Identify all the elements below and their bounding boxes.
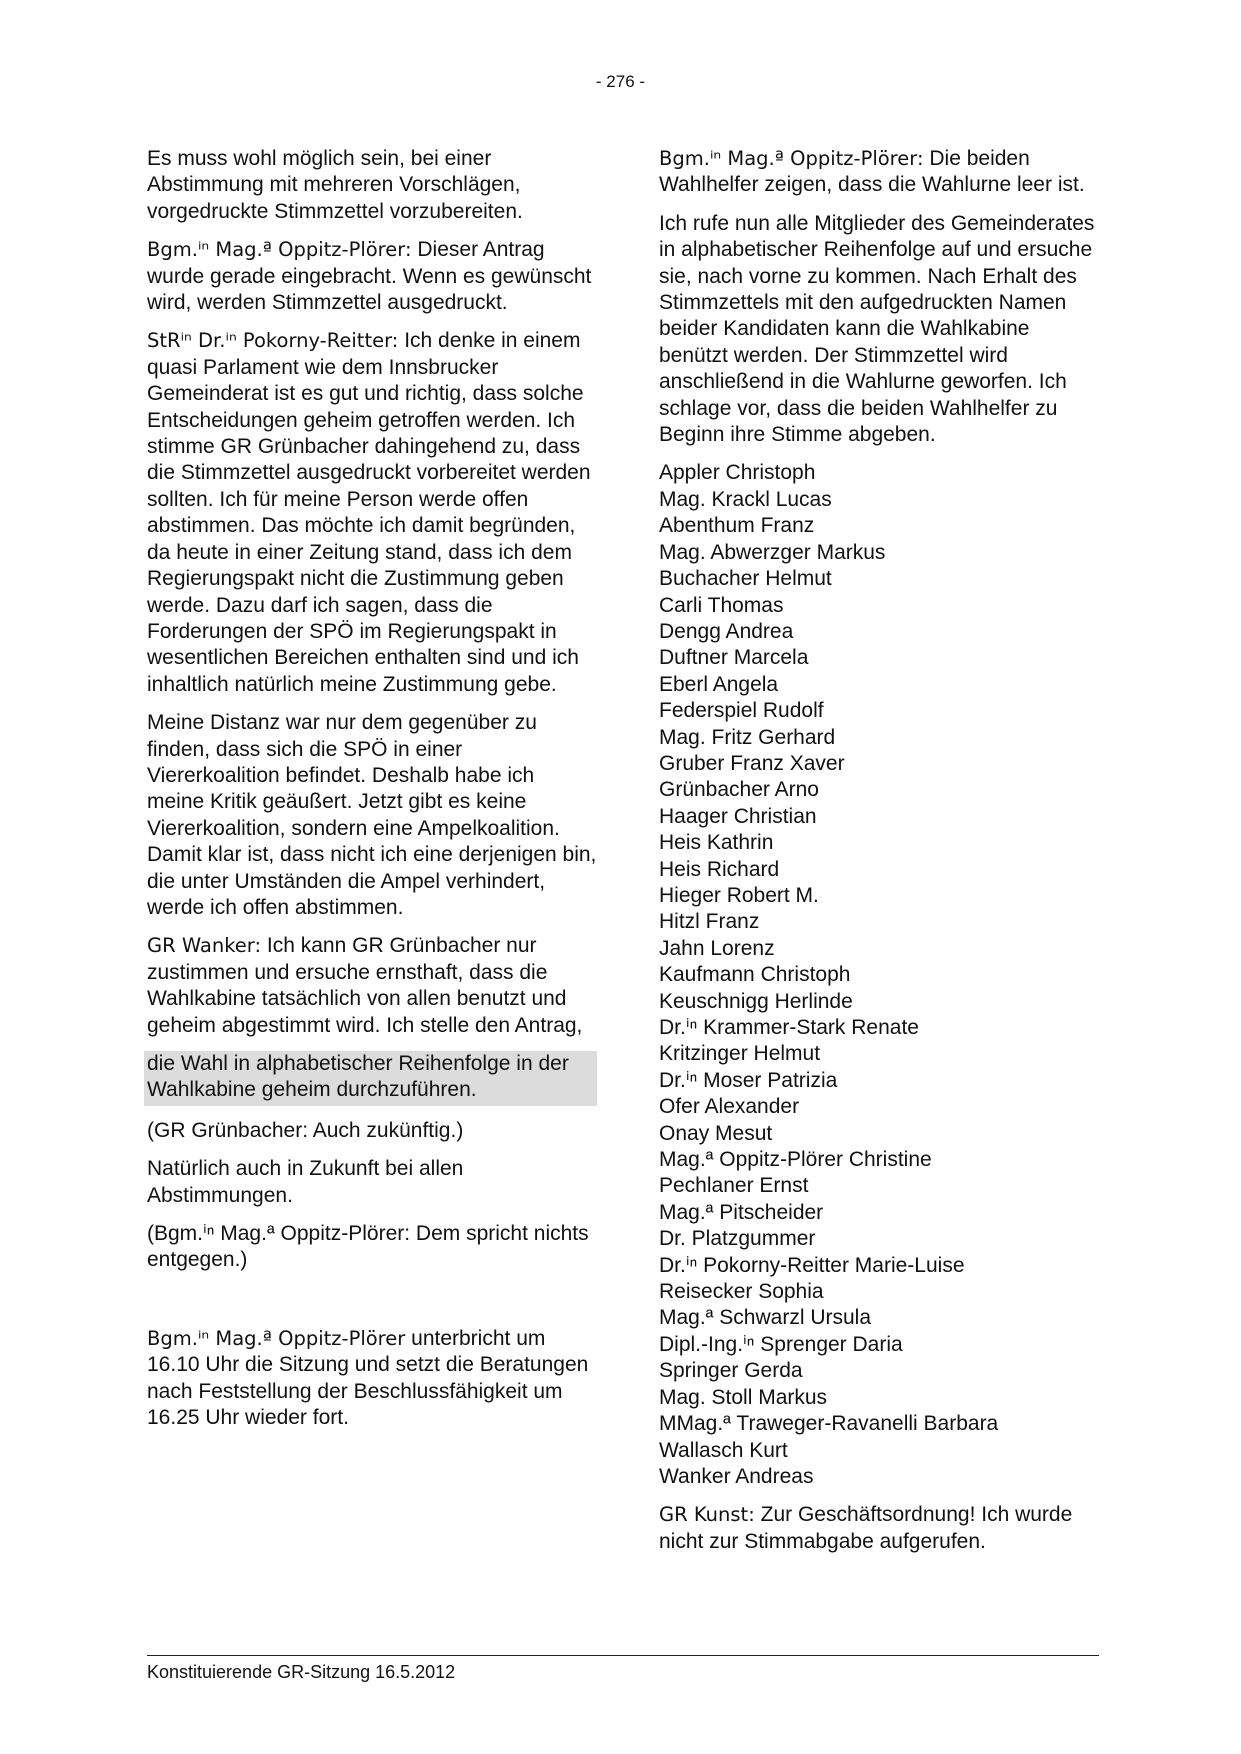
speaker-name: GR Wanker:: [147, 934, 262, 958]
council-member-name: Mag.ª Schwarzl Ursula: [659, 1306, 871, 1330]
council-member-name: Buchacher Helmut: [659, 567, 832, 591]
council-member-name: Dr. Platzgummer: [659, 1227, 816, 1251]
council-member-name: Mag. Krackl Lucas: [659, 487, 832, 511]
motion-highlight: die Wahl in alphabetischer Reihenfolge in der Wahlkabine geheim durchzuführen.: [144, 1051, 597, 1106]
speech-text: Ich kann GR Grünbacher nur zustimmen und ersuche ernsthaft, dass die Wahlkabine tatsächlich von allen benutzt und geheim abgestimmt wird. Ich stelle den Antrag,: [147, 934, 583, 1037]
council-member-name: Carli Thomas: [659, 593, 784, 617]
council-member-name: Wanker Andreas: [659, 1464, 814, 1488]
council-member-name: Ofer Alexander: [659, 1095, 800, 1119]
paragraph: Ich rufe nun alle Mitglieder des Gemeinderates in alphabetischer Reihenfolge auf und ersuche sie, nach vorne zu kommen. Nach Erhalt des Stimmzettels mit den aufgedruckten Namen beider Kandidaten kann die Wahlkabine benützt werden. Der Stimmzettel wird anschließend in die Wahlurne geworfen. Ich schlage vor, dass die beiden Wahlhelfer zu Beginn ihre Stimme abgeben.: [659, 211, 1095, 447]
footer-session-title: Konstituierende GR-Sitzung 16.5.2012: [147, 1662, 456, 1682]
council-member-name: MMag.ª Traweger-Ravanelli Barbara: [659, 1412, 999, 1436]
council-member-name: Mag. Fritz Gerhard: [659, 725, 836, 749]
council-member-name: Appler Christoph: [659, 461, 816, 485]
council-member-name: Hitzl Franz: [659, 910, 760, 934]
speaker-name: Bgm.ⁱⁿ Mag.ª Oppitz-Plörer:: [147, 238, 412, 262]
council-member-name: Dr.ⁱⁿ Krammer-Stark Renate: [659, 1016, 919, 1039]
speaker-name: Bgm.ⁱⁿ Mag.ª Oppitz-Plörer: [147, 1326, 406, 1350]
council-member-name: Haager Christian: [659, 804, 817, 828]
paragraph: Natürlich auch in Zukunft bei allen Abstimmungen.: [147, 1157, 464, 1207]
council-member-name: Dr.ⁱⁿ Pokorny-Reitter Marie-Luise: [659, 1253, 965, 1277]
council-member-name: Pechlaner Ernst: [659, 1174, 809, 1198]
page-number: - 276 -: [595, 72, 646, 91]
paragraph: Es muss wohl möglich sein, bei einer Abstimmung mit mehreren Vorschlägen, vorgedruckte Stimmzettel vorzubereiten.: [147, 147, 523, 223]
speech-paragraph: [147, 328, 597, 698]
speech-paragraph: [659, 1502, 1104, 1555]
speaker-name: StRⁱⁿ Dr.ⁱⁿ Pokorny-Reitter:: [147, 329, 399, 353]
council-member-name: Gruber Franz Xaver: [659, 751, 845, 775]
council-member-name: Mag.ª Pitscheider: [659, 1200, 824, 1224]
council-member-name: Jahn Lorenz: [659, 936, 775, 960]
speech-text: Die beiden Wahlhelfer zeigen, dass die Wahlurne leer ist.: [659, 147, 1085, 197]
council-member-name: Abenthum Franz: [659, 514, 815, 538]
council-member-name: Mag.ª Oppitz-Plörer Christine: [659, 1148, 932, 1172]
council-member-name: Reisecker Sophia: [659, 1280, 824, 1304]
speech-text: Zur Geschäftsordnung! Ich wurde nicht zur Stimmabgabe aufgerufen.: [659, 1503, 1073, 1553]
council-member-name: Mag. Stoll Markus: [659, 1385, 828, 1409]
speech-paragraph: [147, 933, 597, 1039]
council-member-name: Keuschnigg Herlinde: [659, 989, 853, 1013]
council-member-name: Heis Richard: [659, 857, 780, 881]
footer-divider: [147, 1655, 1099, 1656]
council-member-list: [659, 460, 1104, 1490]
paragraph: Meine Distanz war nur dem gegenüber zu finden, dass sich die SPÖ in einer Viererkoalition befindet. Deshalb habe ich meine Kritik geäußert. Jetzt gibt es keine Viererkoalition, sondern eine Ampelkoalition. Damit klar ist, dass nicht ich eine derjenigen bin, die unter Umständen die Ampel verhindert, werde ich offen abstimmen.: [147, 711, 597, 919]
council-member-name: Wallasch Kurt: [659, 1438, 788, 1462]
paragraph: (Bgm.ⁱⁿ Mag.ª Oppitz-Plörer: Dem spricht nichts entgegen.): [147, 1222, 589, 1272]
council-member-name: Heis Kathrin: [659, 831, 774, 855]
speech-text: Dieser Antrag wurde gerade eingebracht. Wenn es gewünscht wird, werden Stimmzettel ausgedruckt.: [147, 238, 592, 315]
council-member-name: Eberl Angela: [659, 672, 779, 696]
council-member-name: Hieger Robert M.: [659, 883, 819, 907]
speech-paragraph: [147, 1326, 597, 1432]
speaker-name: Bgm.ⁱⁿ Mag.ª Oppitz-Plörer:: [659, 147, 924, 170]
speech-paragraph: [659, 146, 1104, 199]
council-member-name: Dengg Andrea: [659, 619, 794, 643]
council-member-name: Grünbacher Arno: [659, 778, 819, 802]
council-member-name: Mag. Abwerzger Markus: [659, 540, 886, 564]
speech-paragraph: [147, 237, 597, 316]
council-member-name: Onay Mesut: [659, 1121, 773, 1145]
speaker-name: GR Kunst:: [659, 1503, 755, 1527]
council-member-name: Kaufmann Christoph: [659, 963, 851, 987]
left-column: [147, 146, 597, 1443]
paragraph-gap: [147, 1286, 597, 1326]
council-member-name: Duftner Marcela: [659, 646, 809, 670]
council-member-name: Federspiel Rudolf: [659, 699, 824, 723]
speech-text: unterbricht um 16.10 Uhr die Sitzung und setzt die Beratungen nach Feststellung der Beschlussfähigkeit um 16.25 Uhr wieder fort.: [147, 1326, 589, 1430]
right-column: [659, 146, 1104, 1567]
council-member-name: Kritzinger Helmut: [659, 1042, 821, 1066]
council-member-name: Dipl.-Ing.ⁱⁿ Sprenger Daria: [659, 1332, 903, 1356]
council-member-name: Dr.ⁱⁿ Moser Patrizia: [659, 1068, 838, 1092]
speech-text: Ich denke in einem quasi Parlament wie dem Innsbrucker Gemeinderat ist es gut und richtig, dass solche Entscheidungen geheim getroffen werden. Ich stimme GR Grünbacher dahingehend zu, dass die Stimmzettel ausgedruckt vorbereitet werden sollten. Ich für meine Person werde offen abstimmen. Das möchte ich damit begründen, da heute in einer Zeitung stand, dass ich dem Regierungspakt nicht die Zustimmung geben werde. Dazu darf ich sagen, dass die Forderungen der SPÖ im Regierungspakt in wesentlichen Bereichen enthalten sind und ich inhaltlich natürlich meine Zustimmung gebe.: [147, 329, 591, 696]
paragraph: (GR Grünbacher: Auch zukünftig.): [147, 1118, 464, 1142]
council-member-name: Springer Gerda: [659, 1359, 803, 1383]
